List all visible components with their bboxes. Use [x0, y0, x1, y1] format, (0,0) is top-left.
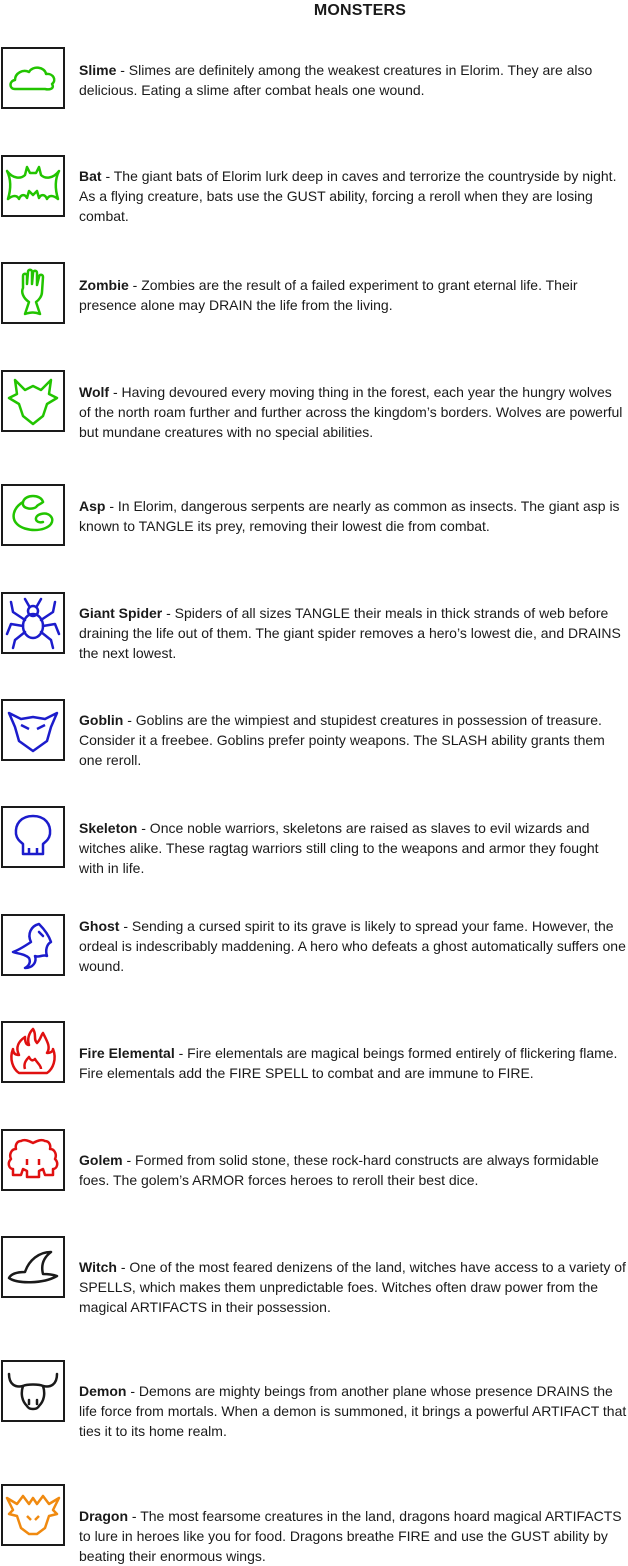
spider-icon [1, 592, 65, 654]
witch-hat-icon [1, 1236, 65, 1298]
skull-icon [1, 806, 65, 868]
monster-name: Asp [79, 498, 106, 514]
monster-name: Demon [79, 1383, 127, 1399]
monster-name: Wolf [79, 384, 110, 400]
monster-description: - Once noble warriors, skeletons are raised as slaves to evil wizards and witches alike. These ragtag warriors still cling to the weapons and armor they fought with in life. [79, 820, 599, 876]
monster-description: - Goblins are the wimpiest and stupidest creatures in possession of treasure. Consider it a freebee. Goblins prefer pointy weapons. The SLASH ability grants them one reroll. [79, 712, 605, 768]
monster-name: Zombie [79, 277, 129, 293]
monster-name: Bat [79, 168, 102, 184]
monster-name: Slime [79, 62, 117, 78]
monster-description: - Demons are mighty beings from another plane whose presence DRAINS the life force from mortals. When a demon is summoned, it brings a powerful ARTIFACT that ties it to its home realm. [79, 1383, 627, 1439]
demon-icon [1, 1360, 65, 1422]
monster-description: - One of the most feared denizens of the land, witches have access to a variety of SPELLS, which makes them unpredictable foes. Witches often draw power from the magical ARTIFACTS in their possession. [79, 1259, 626, 1315]
monster-description: - Having devoured every moving thing in the forest, each year the hungry wolves of the north roam further and further across the kingdom’s borders. Wolves are powerful but mundane creatures with no special abilities. [79, 384, 623, 440]
monster-description: - In Elorim, dangerous serpents are nearly as common as insects. The giant asp is known to TANGLE its prey, removing their lowest die from combat. [79, 498, 620, 534]
flame-icon [1, 1021, 65, 1083]
monster-description: - Fire elementals are magical beings formed entirely of flickering flame. Fire elementals add the FIRE SPELL to combat and are immune to FIRE. [79, 1045, 618, 1081]
asp-icon [1, 484, 65, 546]
monster-description: - Zombies are the result of a failed experiment to grant eternal life. Their presence alone may DRAIN the life from the living. [79, 277, 578, 313]
monster-description: - The most fearsome creatures in the land, dragons hoard magical ARTIFACTS to lure in heroes like you for food. Dragons breathe FIRE and use the GUST ability by beating their enormous wings. [79, 1508, 622, 1564]
wolf-icon [1, 370, 65, 432]
goblin-icon [1, 699, 65, 761]
monster-description: - Formed from solid stone, these rock-hard constructs are always formidable foes. The golem’s ARMOR forces heroes to reroll their best dice. [79, 1152, 599, 1188]
monster-name: Fire Elemental [79, 1045, 175, 1061]
bat-icon [1, 155, 65, 217]
monster-name: Ghost [79, 918, 120, 934]
monster-description: - Spiders of all sizes TANGLE their meals in thick strands of web before draining the life out of them. The giant spider removes a hero’s lowest die, and DRAINS the next lowest. [79, 605, 621, 661]
monster-description: - Slimes are definitely among the weakest creatures in Elorim. They are also delicious. Eating a slime after combat heals one wound. [79, 62, 593, 98]
page-title: MONSTERS [313, 2, 407, 19]
zombie-hand-icon [1, 262, 65, 324]
monster-name: Witch [79, 1259, 117, 1275]
monster-name: Goblin [79, 712, 124, 728]
monster-name: Giant Spider [79, 605, 163, 621]
monster-name: Skeleton [79, 820, 138, 836]
monster-name: Dragon [79, 1508, 128, 1524]
monster-description: - The giant bats of Elorim lurk deep in caves and terrorize the countryside by night. As a flying creature, bats use the GUST ability, forcing a reroll when they are losing combat. [79, 168, 617, 224]
monster-description: - Sending a cursed spirit to its grave is likely to spread your fame. However, the ordeal is indescribably maddening. A hero who defeats a ghost automatically suffers one wound. [79, 918, 626, 974]
ghost-icon [1, 914, 65, 976]
monster-name: Golem [79, 1152, 123, 1168]
golem-icon [1, 1129, 65, 1191]
dragon-icon [1, 1484, 65, 1546]
